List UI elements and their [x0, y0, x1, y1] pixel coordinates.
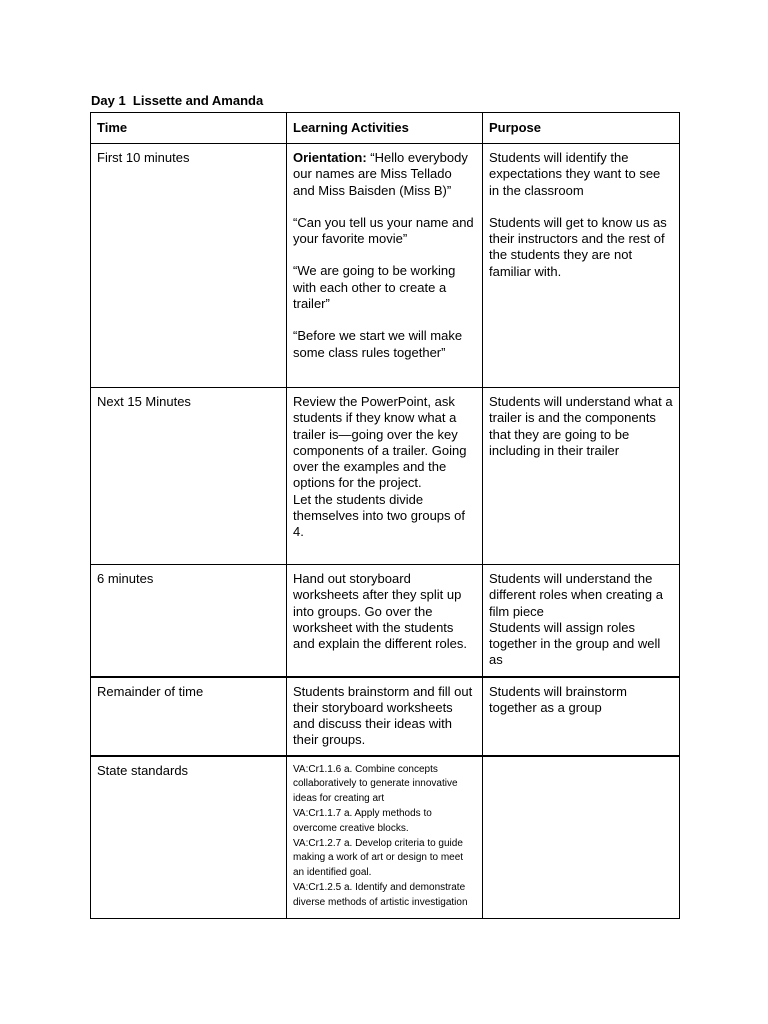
standard-item: VA:Cr1.1.6 a. Combine concepts collaboratively to generate innovative ideas for creating art: [293, 763, 458, 805]
header-time: Time: [91, 113, 287, 144]
purpose-cell: [483, 677, 680, 756]
activities-cell: [287, 677, 483, 756]
activity-paragraph: “Can you tell us your name and your favorite movie”: [293, 214, 474, 247]
time-cell: State standards: [91, 756, 287, 919]
orientation-text: “Hello everybody our names are Miss Tellado and Miss Baisden (Miss B)”: [293, 150, 468, 198]
standard-item: VA:Cr1.1.7 a. Apply methods to overcome creative blocks.: [293, 808, 432, 834]
purpose-cell: [483, 565, 680, 677]
time-cell: Next 15 Minutes: [91, 388, 287, 565]
activities-cell: [287, 388, 483, 565]
table-header-row: [91, 113, 680, 144]
time-cell: Remainder of time: [91, 677, 287, 756]
activity-paragraph: “Before we start we will make some class rules together”: [293, 328, 463, 360]
table-row: [91, 677, 680, 756]
time-cell: First 10 minutes: [91, 144, 287, 388]
table-row: [91, 565, 680, 677]
activity-paragraph: Students brainstorm and fill out their storyboard worksheets and discuss their ideas with their groups.: [293, 683, 473, 748]
purpose-cell: [483, 388, 680, 565]
time-cell: 6 minutes: [91, 565, 287, 677]
activities-cell: [287, 565, 483, 677]
activity-paragraph: Hand out storyboard worksheets after they split up into groups. Go over the worksheet with the students and explain the different roles.: [293, 571, 467, 652]
activity-paragraph: [293, 150, 476, 199]
orientation-label: Orientation:: [293, 150, 367, 165]
purpose-cell: [483, 144, 680, 388]
activities-cell: [287, 144, 483, 388]
purpose-paragraph: Students will understand what a trailer is and the components that they are going to be including in their trailer: [489, 394, 673, 458]
activity-paragraph: Review the PowerPoint, ask students if they know what a trailer is—going over the key components of a trailer. Going over the examples and the options for the project.: [293, 394, 467, 491]
purpose-paragraph: Students will get to know us as their instructors and the rest of the students they are not familiar with.: [489, 214, 667, 279]
table-row: [91, 388, 680, 565]
activity-paragraph: Let the students divide themselves into two groups of 4.: [293, 491, 465, 540]
page-title: Day 1 Lissette and Amanda: [91, 93, 264, 108]
table-row: [91, 144, 680, 388]
header-learning-activities: Learning Activities: [287, 113, 483, 144]
purpose-paragraph: Students will identify the expectations they want to see in the classroom: [489, 150, 661, 198]
lesson-plan-table: [90, 112, 680, 919]
table-row: [91, 756, 680, 919]
purpose-cell: [483, 756, 680, 919]
header-purpose: Purpose: [483, 113, 680, 144]
activity-paragraph: “We are going to be working with each other to create a trailer”: [293, 263, 456, 312]
standards-cell: [287, 756, 483, 919]
standard-item: VA:Cr1.2.7 a. Develop criteria to guide making a work of art or design to meet an identified goal.: [293, 837, 464, 879]
purpose-paragraph: Students will assign roles together in the group and well as: [489, 619, 661, 668]
standard-item: VA:Cr1.2.5 a. Identify and demonstrate diverse methods of artistic investigation: [293, 882, 468, 908]
purpose-paragraph: Students will brainstorm together as a group: [489, 683, 627, 715]
purpose-paragraph: Students will understand the different roles when creating a film piece: [489, 571, 663, 619]
